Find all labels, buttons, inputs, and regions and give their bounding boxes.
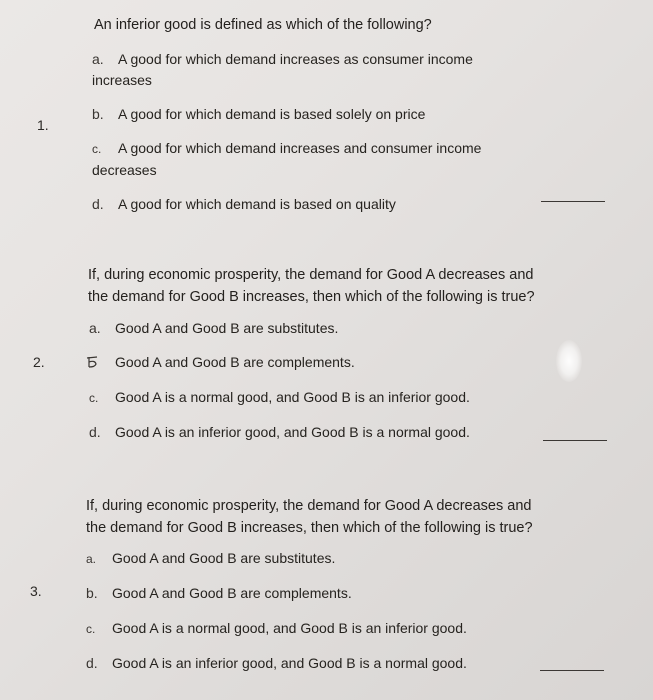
question-1-answer-blank[interactable]: [541, 201, 605, 202]
question-1-number: 1.: [37, 117, 49, 133]
choice-text: Good A is a normal good, and Good B is an inferior good.: [115, 389, 470, 405]
choice-letter: c.: [89, 391, 99, 405]
choice-letter: a.: [89, 320, 101, 336]
choice-text: A good for which demand is based solely on price: [118, 106, 426, 122]
choice-text: Good A is an inferior good, and Good B is a normal good.: [115, 424, 470, 440]
choice-text: A good for which demand is based on quality: [118, 196, 396, 212]
question-3-stem: If, during economic prosperity, the demand for Good A decreases and the demand for Good B increases, then which of the following is true?: [86, 498, 533, 536]
question-3-choice-a[interactable]: [86, 548, 526, 570]
question-2-choice-d[interactable]: [89, 422, 549, 443]
selection-mark-icon: [86, 355, 100, 369]
question-1-choice-d[interactable]: [92, 194, 532, 215]
choice-text: Good A and Good B are complements.: [115, 354, 355, 370]
choice-letter: d.: [86, 655, 98, 671]
question-3-choice-d[interactable]: [86, 653, 546, 674]
choice-text: Good A and Good B are substitutes.: [112, 550, 336, 566]
question-3-choice-b[interactable]: [86, 583, 526, 604]
choice-text: Good A is an inferior good, and Good B is a normal good.: [112, 655, 467, 671]
question-2-answer-blank[interactable]: [543, 440, 607, 441]
question-3-answer-blank[interactable]: [540, 670, 604, 671]
choice-text: A good for which demand increases as consumer income increases: [92, 51, 473, 88]
question-2-number: 2.: [33, 354, 45, 370]
choice-text: Good A is a normal good, and Good B is an inferior good.: [112, 620, 467, 636]
choice-text: A good for which demand increases and consumer income decreases: [92, 140, 482, 178]
choice-letter: a.: [86, 552, 97, 566]
choice-letter: c.: [86, 622, 96, 636]
choice-letter: c.: [92, 142, 102, 156]
choice-letter: b.: [92, 106, 104, 122]
choice-letter: b.: [86, 585, 98, 601]
question-2-stem: If, during economic prosperity, the demand for Good A decreases and the demand for Good B increases, then which of the following is true?: [88, 267, 535, 305]
question-2-choice-c[interactable]: [89, 387, 549, 409]
choice-letter: a.: [92, 51, 104, 67]
choice-text: Good A and Good B are substitutes.: [115, 320, 339, 336]
question-1-choice-c[interactable]: [92, 138, 512, 181]
question-3-number: 3.: [30, 583, 42, 599]
question-2-choice-b[interactable]: [89, 352, 529, 373]
choice-letter: d.: [92, 196, 104, 212]
question-1-stem: An inferior good is defined as which of the following?: [94, 17, 432, 33]
question-3-choice-c[interactable]: [86, 618, 546, 640]
choice-letter: d.: [89, 424, 101, 440]
question-2-choice-a[interactable]: [89, 318, 529, 339]
choice-text: Good A and Good B are complements.: [112, 585, 352, 601]
question-1-choice-a[interactable]: [92, 49, 512, 91]
question-1-choice-b[interactable]: [92, 104, 532, 125]
light-glare: [556, 340, 582, 382]
